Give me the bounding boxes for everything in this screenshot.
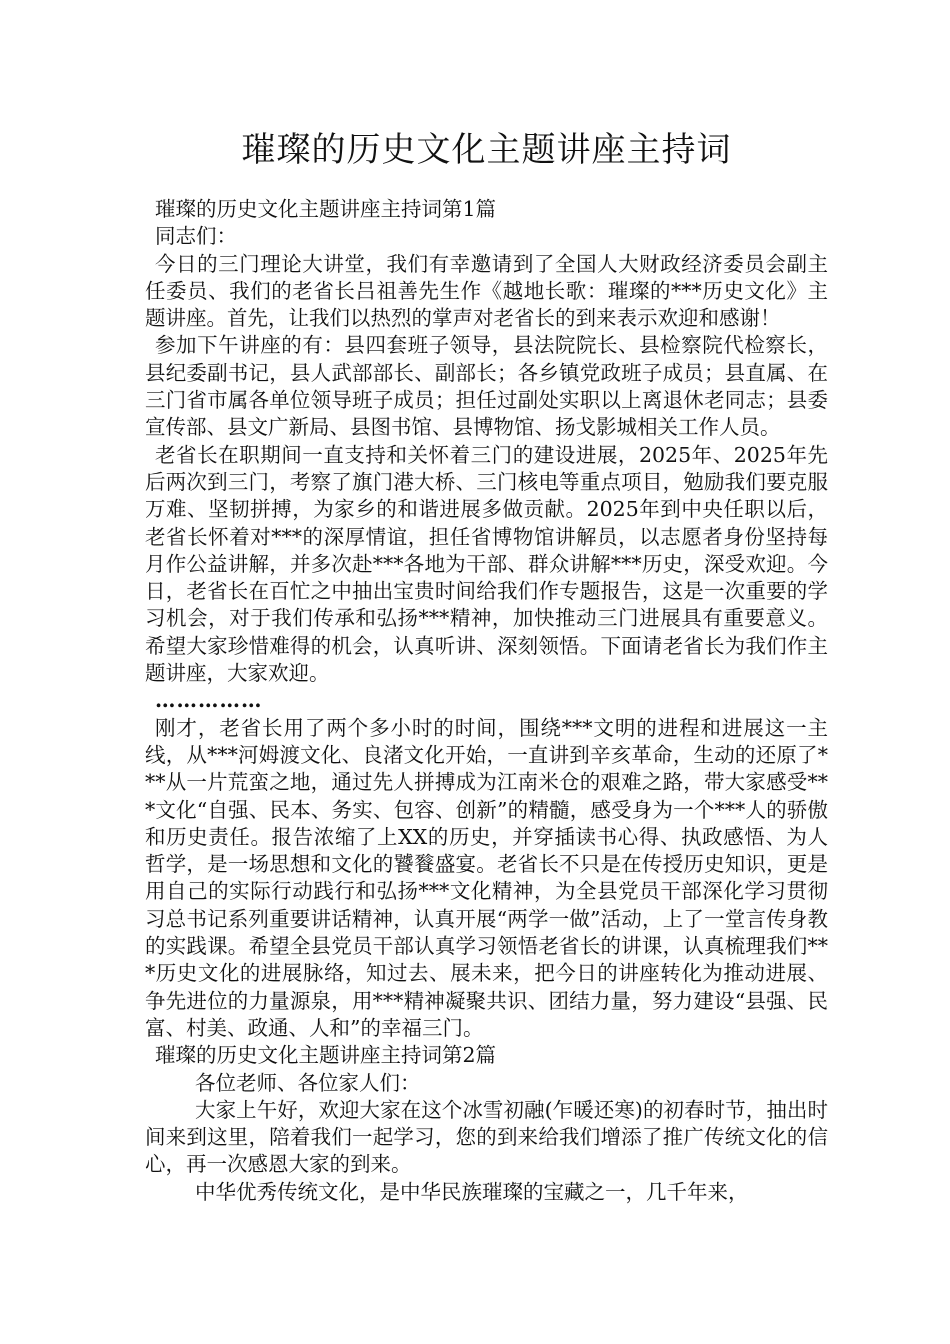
ellipsis-separator: ……………: [155, 688, 263, 713]
document-body: [145, 196, 828, 1206]
document-title: 璀璨的历史文化主题讲座主持词: [241, 130, 732, 170]
paragraph-welcome: 大家上午好，欢迎大家在这个冰雪初融(乍暖还寒)的初春时节，抽出时间来到这里，陪着我们一起学习，您的到来给我们增添了推广传统文化的信心，再一次感恩大家的到来。: [145, 1097, 828, 1177]
paragraph-attendees: 参加下午讲座的有：县四套班子领导，县法院院长、县检察院代检察长，县纪委副书记，县人武部部长、副部长；各乡镇党政班子成员；县直属、在三门省市属各单位领导班子成员；担任过副处实职以上离退休老同志；县委宣传部、县文广新局、县图书馆、县博物馆、扬戈影城相关工作人员。: [145, 333, 828, 440]
salutation-2: 各位老师、各位家人们：: [195, 1070, 421, 1095]
paragraph-opening: 今日的三门理论大讲堂，我们有幸邀请到了全国人大财政经济委员会副主任委员、我们的老省长吕祖善先生作《越地长歌：璀璨的***历史文化》主题讲座。首先，让我们以热烈的掌声对老省长的到来表示欢迎和感谢！: [145, 251, 828, 331]
section-heading-1: 璀璨的历史文化主题讲座主持词第1篇: [155, 197, 497, 221]
paragraph-introduction: 老省长在职期间一直支持和关怀着三门的建设进展，2025年、2025年先后两次到三门，考察了旗门港大桥、三门核电等重点项目，勉励我们要克服万难、坚韧拼搏，为家乡的和谐进展多做贡献。2025年到中央任职以后，老省长怀着对***的深厚情谊，担任省博物馆讲解员，以志愿者身份坚持每月作公益讲解，并多次赴***各地为干部、群众讲解***历史，深受欢迎。今日，老省长在百忙之中抽出宝贵时间给我们作专题报告，这是一次重要的学习机会，对于我们传承和弘扬***精神，加快推动三门进展具有重要意义。希望大家珍惜难得的机会，认真听讲、深刻领悟。下面请老省长为我们作主题讲座，大家欢迎。: [145, 442, 828, 686]
paragraph-culture: 中华优秀传统文化，是中华民族璀璨的宝藏之一，几千年来，: [195, 1179, 749, 1204]
section-heading-2: 璀璨的历史文化主题讲座主持词第2篇: [155, 1043, 497, 1068]
paragraph-closing: 刚才，老省长用了两个多小时的时间，围绕***文明的进程和进展这一主线，从***河姆渡文化、良渚文化开始，一直讲到辛亥革命，生动的还原了***从一片荒蛮之地，通过先人拼搏成为江南米仓的艰难之路，带大家感受***文化“自强、民本、务实、包容、创新”的精髓，感受身为一个***人的骄傲和历史责任。报告浓缩了上XX的历史，并穿插读书心得、执政感悟、为人哲学，是一场思想和文化的饕餮盛宴。老省长不只是在传授历史知识，更是用自己的实际行动践行和弘扬***文化精神，为全县党员干部深化学习贯彻习总书记系列重要讲话精神，认真开展“两学一做”活动，上了一堂言传身教的实践课。希望全县党员干部认真学习领悟老省长的讲课，认真梳理我们***历史文化的进展脉络，知过去、展未来，把今日的讲座转化为推动进展、争先进位的力量源泉，用***精神凝聚共识、团结力量，努力建设“县强、民富、村美、政通、人和”的幸福三门。: [145, 715, 828, 1040]
salutation-1: 同志们：: [155, 224, 237, 249]
